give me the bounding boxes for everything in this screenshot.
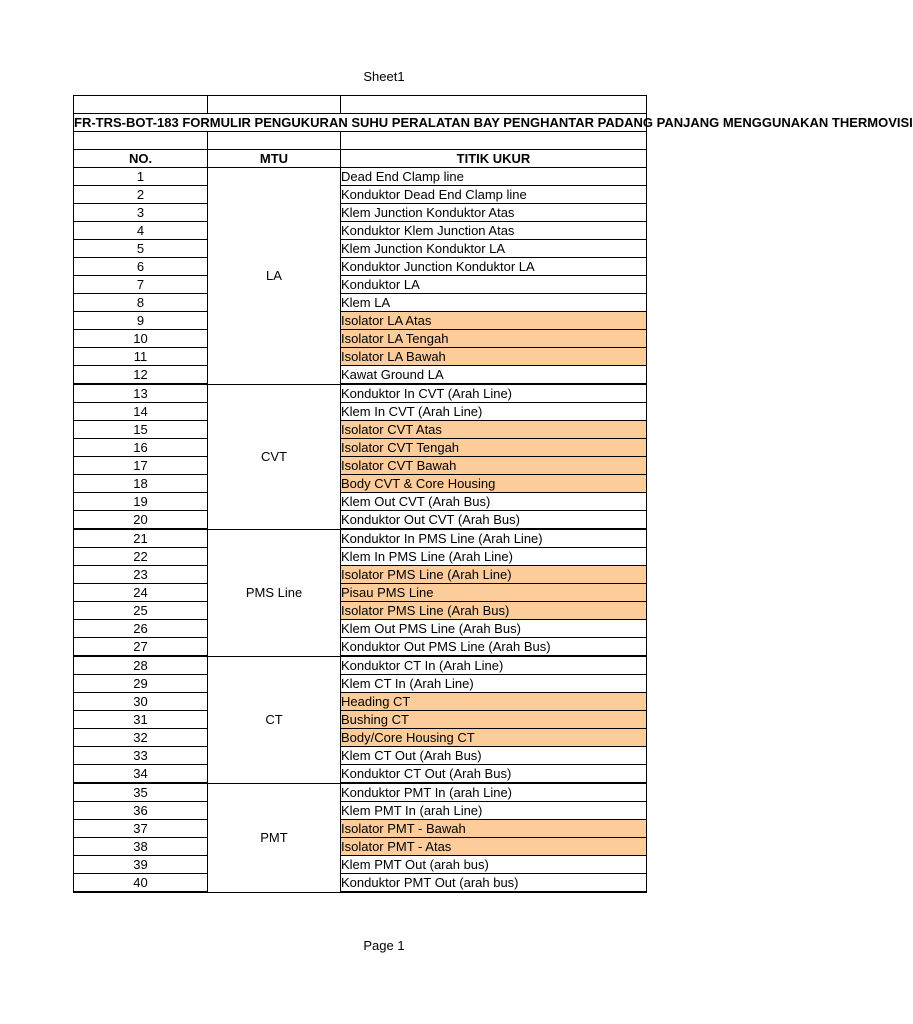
measurement-point: Isolator PMS Line (Arah Line) [341,566,647,584]
row-number: 27 [74,638,208,657]
table-row [74,566,647,584]
table-row [74,602,647,620]
table-row [74,330,647,348]
table-row [74,838,647,856]
table-row [74,493,647,511]
row-number: 25 [74,602,208,620]
measurement-form-table [73,95,913,893]
row-number: 22 [74,548,208,566]
measurement-point: Isolator CVT Tengah [341,439,647,457]
measurement-point: Dead End Clamp line [341,168,647,186]
row-number: 1 [74,168,208,186]
row-number: 19 [74,493,208,511]
table-row [74,620,647,638]
measurement-point: Isolator PMS Line (Arah Bus) [341,602,647,620]
title-row [74,114,647,132]
row-number: 15 [74,421,208,439]
row-number: 4 [74,222,208,240]
row-number: 16 [74,439,208,457]
measurement-point: Body CVT & Core Housing [341,475,647,493]
row-number: 24 [74,584,208,602]
measurement-point: Klem Out CVT (Arah Bus) [341,493,647,511]
measurement-point: Konduktor Out CVT (Arah Bus) [341,511,647,530]
row-number: 17 [74,457,208,475]
row-number: 12 [74,366,208,385]
measurement-point: Klem Out PMS Line (Arah Bus) [341,620,647,638]
measurement-point: Klem In CVT (Arah Line) [341,403,647,421]
row-number: 35 [74,783,208,802]
row-number: 14 [74,403,208,421]
measurement-point: Pisau PMS Line [341,584,647,602]
row-number: 2 [74,186,208,204]
table-row [74,222,647,240]
row-number: 38 [74,838,208,856]
table-row [74,783,647,802]
row-number: 5 [74,240,208,258]
table-row [74,802,647,820]
table-row [74,403,647,421]
measurement-point: Isolator PMT - Bawah [341,820,647,838]
mtu-cell: PMS Line [208,529,341,656]
table-row [74,421,647,439]
table-row [74,529,647,548]
measurement-point: Klem Junction Konduktor Atas [341,204,647,222]
row-number: 32 [74,729,208,747]
table-row [74,765,647,784]
row-number: 18 [74,475,208,493]
table-row [74,820,647,838]
row-number: 36 [74,802,208,820]
measurement-point: Kawat Ground LA [341,366,647,385]
table-row [74,439,647,457]
measurement-point: Isolator LA Atas [341,312,647,330]
header-no: NO. [74,150,208,168]
header-titik-ukur: TITIK UKUR [341,150,647,168]
table-row [74,384,647,403]
measurement-point: Konduktor Junction Konduktor LA [341,258,647,276]
table-row [74,548,647,566]
row-number: 33 [74,747,208,765]
table-row [74,258,647,276]
measurement-point: Heading CT [341,693,647,711]
row-number: 26 [74,620,208,638]
measurement-point: Konduktor CT In (Arah Line) [341,656,647,675]
measurement-point: Bushing CT [341,711,647,729]
header-mtu: MTU [208,150,341,168]
row-number: 8 [74,294,208,312]
table-row [74,729,647,747]
table-row [74,874,647,893]
measurement-point: Konduktor In CVT (Arah Line) [341,384,647,403]
row-number: 29 [74,675,208,693]
row-number: 20 [74,511,208,530]
measurement-point: Klem CT Out (Arah Bus) [341,747,647,765]
sheet-name: Sheet1 [363,69,405,84]
table-row [74,747,647,765]
table-row [74,638,647,657]
table-row [74,475,647,493]
row-number: 34 [74,765,208,784]
measurement-point: Konduktor Out PMS Line (Arah Bus) [341,638,647,657]
table-row [74,240,647,258]
row-number: 7 [74,276,208,294]
measurement-point: Konduktor In PMS Line (Arah Line) [341,529,647,548]
table-row [74,711,647,729]
row-number: 39 [74,856,208,874]
measurement-point: Body/Core Housing CT [341,729,647,747]
measurement-point: Konduktor CT Out (Arah Bus) [341,765,647,784]
row-number: 40 [74,874,208,893]
measurement-point: Isolator LA Bawah [341,348,647,366]
measurement-point: Isolator CVT Atas [341,421,647,439]
mtu-cell: PMT [208,783,341,892]
measurement-point: Klem PMT In (arah Line) [341,802,647,820]
row-number: 37 [74,820,208,838]
table-row [74,204,647,222]
table-row [74,457,647,475]
measurement-point: Klem In PMS Line (Arah Line) [341,548,647,566]
measurement-point: Klem Junction Konduktor LA [341,240,647,258]
table-row [74,511,647,530]
measurement-point: Klem LA [341,294,647,312]
table-row [74,366,647,385]
row-number: 11 [74,348,208,366]
mtu-cell: LA [208,168,341,385]
row-number: 10 [74,330,208,348]
table-row [74,168,647,186]
measurement-point: Isolator CVT Bawah [341,457,647,475]
page-number: Page 1 [363,938,405,953]
form-title: FR-TRS-BOT-183 FORMULIR PENGUKURAN SUHU PERALATAN BAY PENGHANTAR PADANG PANJANG MENGGUNAKAN THERMOVISI [74,115,913,130]
spacer-row [74,132,647,150]
mtu-cell: CVT [208,384,341,529]
row-number: 31 [74,711,208,729]
table-row [74,186,647,204]
table-row [74,693,647,711]
mtu-cell: CT [208,656,341,783]
row-number: 30 [74,693,208,711]
measurement-point: Konduktor PMT In (arah Line) [341,783,647,802]
measurement-point: Konduktor PMT Out (arah bus) [341,874,647,893]
row-number: 21 [74,529,208,548]
measurement-point: Klem CT In (Arah Line) [341,675,647,693]
measurement-point: Konduktor Klem Junction Atas [341,222,647,240]
table-row [74,294,647,312]
table-row [74,276,647,294]
row-number: 28 [74,656,208,675]
measurement-point: Isolator PMT - Atas [341,838,647,856]
table-row [74,584,647,602]
measurement-point: Konduktor LA [341,276,647,294]
measurement-point: Klem PMT Out (arah bus) [341,856,647,874]
table-row [74,312,647,330]
measurement-point: Konduktor Dead End Clamp line [341,186,647,204]
table-row [74,656,647,675]
table-row [74,348,647,366]
spacer-row [74,96,647,114]
row-number: 13 [74,384,208,403]
row-number: 23 [74,566,208,584]
table-row [74,856,647,874]
measurement-point: Isolator LA Tengah [341,330,647,348]
row-number: 6 [74,258,208,276]
table-row [74,675,647,693]
header-row [74,150,647,168]
row-number: 9 [74,312,208,330]
row-number: 3 [74,204,208,222]
